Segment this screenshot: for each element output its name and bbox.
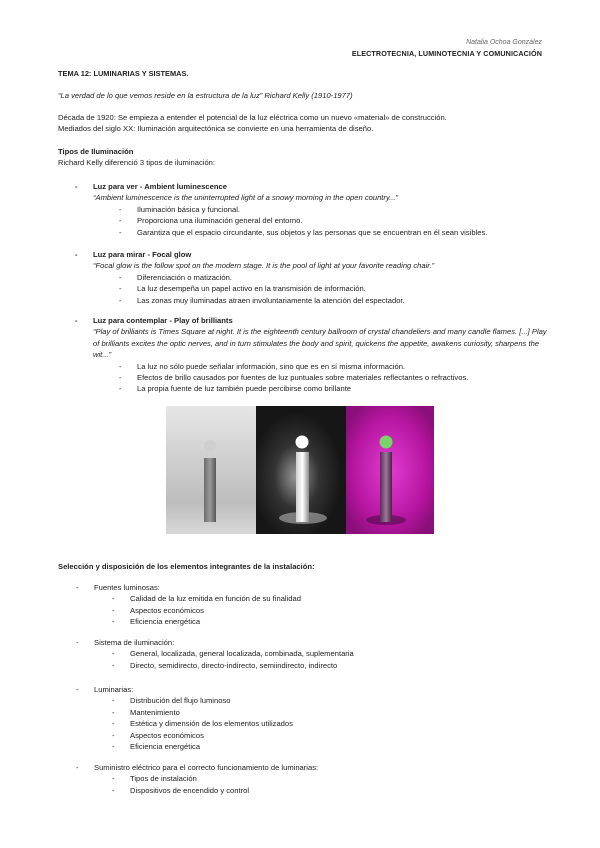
list-item: - Eficiencia energética (112, 741, 548, 752)
lighting-types-image (166, 406, 434, 534)
header-subject: ELECTROTECNIA, LUMINOTECNIA Y COMUNICACIÓN (351, 49, 542, 58)
lighting-type-block (75, 315, 550, 395)
list-item: - Tipos de instalación (112, 773, 548, 784)
section-heading: Tipos de Iluminación (58, 147, 134, 156)
section-lead: Richard Kelly diferenció 3 tipos de iluminación: (58, 158, 216, 168)
selection-group (58, 762, 548, 796)
block-quote: “Ambient luminescence is the uninterrupted light of a snowy morning in the open country...” (93, 193, 399, 203)
list-item: - General, localizada, general localizada, combinada, suplementaria (112, 648, 548, 659)
group-label: - Fuentes luminosas: (58, 582, 548, 593)
list-item: - Iluminación básica y funcional. (119, 204, 550, 215)
intro-line: Década de 1920: Se empieza a entender el potencial de la luz eléctrica como un nuevo «material» de construcción. (58, 113, 447, 122)
list-item: - Eficiencia energética (112, 616, 548, 627)
bullet-dash: - (75, 182, 78, 191)
list-item: - Efectos de brillo causados por fuentes de luz puntuales sobre materiales reflectantes o refractivos. (119, 372, 550, 383)
list-item: - Aspectos económicos (112, 730, 548, 741)
list-item: - Dispositivos de encendido y control (112, 785, 548, 796)
block-title: Luz para contemplar - Play of brilliants (93, 316, 233, 325)
lighting-type-block (75, 181, 550, 238)
lighting-type-block (75, 249, 550, 306)
list-item: - La propia fuente de luz también puede percibirse como brillante (119, 383, 550, 394)
list-item: - Calidad de la luz emitida en función de su finalidad (112, 593, 548, 604)
list-item: - Distribución del flujo luminoso (112, 695, 548, 706)
list-item: - Directo, semidirecto, directo-indirecto, semiindirecto, indirecto (112, 660, 548, 671)
list-item: - Garantiza que el espacio circundante, sus objetos y las personas que se encuentran en él sean visibles. (119, 227, 550, 238)
kelly-quote: “La verdad de lo que vemos reside en la estructura de la luz” Richard Kelly (1910-1977) (58, 91, 353, 100)
selection-group (58, 582, 548, 628)
list-item: - Las zonas muy iluminadas atraen involuntariamente la atención del espectador. (119, 295, 550, 306)
block-quote: “Play of brilliants is Times Square at night. It is the eighteenth century ballroom of crystal chandeliers and many candle flames. [...] Play of brilliants excites the optic nerves, and in turn stimulates the body and spirit, quickens the appetite, awakens curiosity, sharpens the wit...” (93, 327, 547, 360)
intro-paragraph (58, 112, 548, 135)
selection-group (58, 684, 548, 752)
lighting-types-intro (58, 146, 548, 169)
list-item: - Mantenimiento (112, 707, 548, 718)
list-item: - Diferenciación o matización. (119, 272, 550, 283)
page-title: TEMA 12: LUMINARIAS Y SISTEMAS. (58, 69, 189, 78)
block-quote: “Focal glow is the follow spot on the modern stage. It is the pool of light at your favorite reading chair.” (93, 261, 435, 271)
block-title: Luz para ver - Ambient luminescence (93, 182, 227, 191)
group-label: - Luminarias: (58, 684, 548, 695)
intro-line: Mediados del siglo XX: Iluminación arquitectónica se convierte en una herramienta de diseño. (58, 124, 374, 134)
section-heading: Selección y disposición de los elementos integrantes de la instalación: (58, 562, 315, 571)
block-title: Luz para mirar - Focal glow (93, 250, 192, 259)
bullet-dash: - (75, 316, 78, 325)
list-item: - La luz no sólo puede señalar información, sino que es en sí misma información. (119, 361, 550, 372)
bullet-dash: - (75, 250, 78, 259)
list-item: - La luz desempeña un papel activo en la transmisión de información. (119, 283, 550, 294)
list-item: - Estética y dimensión de los elementos utilizados (112, 718, 548, 729)
group-label: - Suministro eléctrico para el correcto funcionamiento de luminarias: (58, 762, 548, 773)
list-item: - Proporciona una iluminación general del entorno. (119, 215, 550, 226)
group-label: - Sistema de iluminación: (58, 637, 548, 648)
header-author: Natalia Ochoa González (466, 39, 542, 46)
selection-group (58, 637, 548, 671)
list-item: - Aspectos económicos (112, 605, 548, 616)
